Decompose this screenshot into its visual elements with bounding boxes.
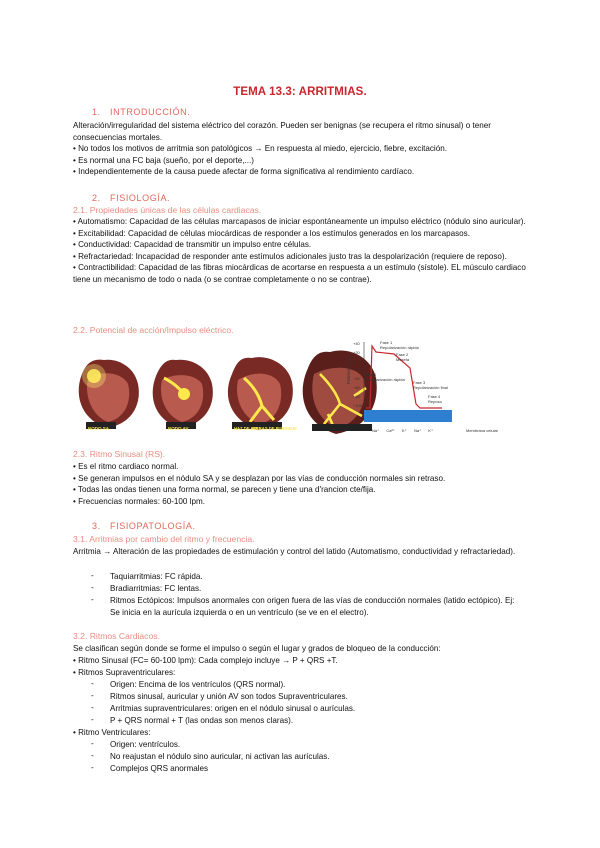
vent-item: No reajustan el nódulo sino auricular, ni activan las aurículas. [110,752,330,761]
tick-label: −100 [353,402,363,408]
phase-label: Fase 2 [396,352,409,357]
subsection-3-1-heading: 3.1. Arritmias por cambio del ritmo y frecuencia. [73,534,255,544]
ion-labels [372,425,433,436]
vent-item: Origen: ventrículos. [110,740,181,749]
tick-label: +20 [353,349,360,355]
section-2-heading [92,193,170,203]
dash-marker: - [91,739,94,748]
ion-label: Na⁺ K⁺ [413,428,434,433]
tick-label: −20 [353,367,360,373]
subsection-2-1-heading: 2.1. Propiedades únicas de las células cardiacas. [73,205,262,215]
dash-marker: - [91,595,94,604]
bullet-item: • No todos los motivos de arritmia son patológicos → En respuesta al miedo, ejercicio, fiebre, excitación. [73,144,447,154]
supra-item: Arritmias supraventriculares: origen en el nódulo sinusal o aurículas. [110,704,356,713]
ventricular-heading: • Ritmo Ventriculares: [73,728,151,737]
section-1-title: INTRODUCCIÓN. [110,107,191,117]
bullet-item: • Independientemente de la causa puede afectar de forma significativa al rendimiento cardíaco. [73,167,415,177]
section-3-title: FISIOPATOLOGÍA. [110,521,196,531]
section-3-heading [92,521,196,531]
phase-label: Meseta [396,357,410,362]
vent-item: Complejos QRS anormales [110,764,209,773]
tick-label: +40 [353,341,360,346]
dash-marker: - [91,751,94,760]
label-av-node: NODO AV [168,426,189,431]
phase-label: Fase 4 [428,394,441,399]
phase-labels-plateau [396,352,409,362]
subsection-2-3-heading: 2.3. Ritmo Sinusal (RS). [73,449,166,459]
phase-label: Fase 0 [364,372,377,377]
label-purkinje: FIBRAS DE PURKINJE [252,426,297,431]
dash-marker: - [91,703,94,712]
heart-his-bundle [228,357,293,430]
dash-marker: - [91,571,94,580]
tick-label: −60 [353,384,360,390]
phase-labels-top [380,340,419,350]
dash-marker: - [91,715,94,724]
bullet-item: • Es normal una FC baja (sueño, por el deporte,...) [73,155,254,165]
supraventricular-heading: • Ritmos Supraventriculares: [73,668,176,677]
dash-marker: - [91,763,94,772]
document-title: TEMA 13.3: ARRITMIAS. [233,86,367,98]
list-item-ectopic: Ritmos Ectópicos: Impulsos anormales con origen fuera de las vías de conducción normales (latido ectópico). Ej: Se inicia en la aurícula izquierda o en un ventrículo (se ve en el electro). [110,596,515,617]
properties-list [73,216,533,286]
label-his-bundle: HAZ DE HIS [234,426,258,431]
tick-label: −40 [353,376,360,382]
section-1-body [73,120,533,178]
bullet-item: • Refractariedad: Incapacidad de responder ante estímulos adicionales justo tras la despolarización (requiere de reposo). [73,251,507,261]
phase-labels-0 [364,372,405,382]
ion-label: Na⁺ [372,428,380,433]
phase-label: Fase 3 [413,380,426,385]
phase-label: Repolarización final [413,385,448,390]
bullet-item: • Es el ritmo cardiaco normal. [73,462,179,471]
list-item-brady: Bradiarritmias: FC lentas. [110,584,202,593]
heart-av-node [153,360,213,429]
ion-label: K⁺ [402,428,407,433]
sinus-rhythm-list [73,461,533,507]
bullet-item: • Frecuencias normales: 60-100 lpm. [73,496,205,506]
section-2-number: 2. [92,193,101,203]
dash-marker: - [91,679,94,688]
bullet-item: • Excitabilidad: Capacidad de células miocárdicas de responder a los estímulos generados en los marcapasos. [73,228,470,238]
y-axis-label: Potencial (mV) [346,356,351,384]
bullet-item: • Conductividad: Capacidad de transmitir un impulso entre células. [73,240,312,250]
list-item-tachy: Taquiarritmias: FC rápida. [110,572,203,581]
classification-text: Se clasifican según donde se forme el impulso o según el lugar y grados de bloqueo de la conducción: [73,644,441,653]
heart-sa-node [79,360,139,429]
section-2-title: FISIOLOGÍA. [110,193,171,203]
phase-label: Fase 1 [380,340,393,345]
section-1-number: 1. [92,107,101,117]
label-sa-node: NODO SA [88,426,110,431]
paragraph: Alteración/irregularidad del sistema eléctrico del corazón. Pueden ser benignas (se recupera el ritmo sinusal) o tener consecuencias mortales. [73,121,491,142]
bullet-item: • Contractibilidad: Capacidad de las fibras miocárdicas de acortarse en respuesta a un estímulo (sístole). EL músculo cardiaco tiene un mecanismo de todo o nada (o se contrae completamente o no se contrae). [73,263,526,284]
phase-label: Despolarización rápida [364,377,405,382]
arrhythmia-intro: Arritmia → Alteración de las propiedades de estimulación y control del latido (Automatismo, conductividad y refractariedad). [73,547,516,556]
phase-labels-4 [428,394,442,404]
membrane-label: Membrana celular [466,428,499,433]
ion-label: Ca²⁺ [386,428,395,433]
phase-label: Reposo [428,399,442,404]
dash-marker: - [91,691,94,700]
sinus-rhythm-item: • Ritmo Sinusal (FC= 60-100 lpm): Cada complejo incluye → P + QRS +T. [73,656,338,665]
dash-marker: - [91,583,94,592]
bullet-item: • Todas las ondas tienen una forma normal, se parecen y tiene una d'rancion cte/fija. [73,485,376,495]
phase-labels-3 [413,380,448,390]
tick-label: −80 [353,393,360,399]
subsection-2-2-heading: 2.2. Potencial de acción/Impulso eléctrico. [73,325,234,335]
section-3-number: 3. [92,521,101,531]
subsection-3-2-heading: 3.2. Ritmos Cardiacos. [73,631,160,641]
section-1-heading [92,107,190,117]
supra-item: P + QRS normal + T (las ondas son menos claras). [110,716,294,725]
supra-item: Ritmos sinusal, auricular y unión AV son todos Supraventriculares. [110,692,348,701]
y-ticks [353,340,362,410]
bullet-item: • Se generan impulsos en el nódulo SA y se desplazan por las vías de conducción normales sin retraso. [73,473,446,483]
bullet-item: • Automatismo: Capacidad de las células marcapasos de iniciar espontáneamente un impulso eléctrico (nódulo sino auricular). [73,217,526,226]
tick-label: 0 [353,358,356,364]
phase-label: Repolarización rápida [380,345,419,350]
supra-item: Origen: Encima de los ventrículos (QRS normal). [110,680,286,689]
